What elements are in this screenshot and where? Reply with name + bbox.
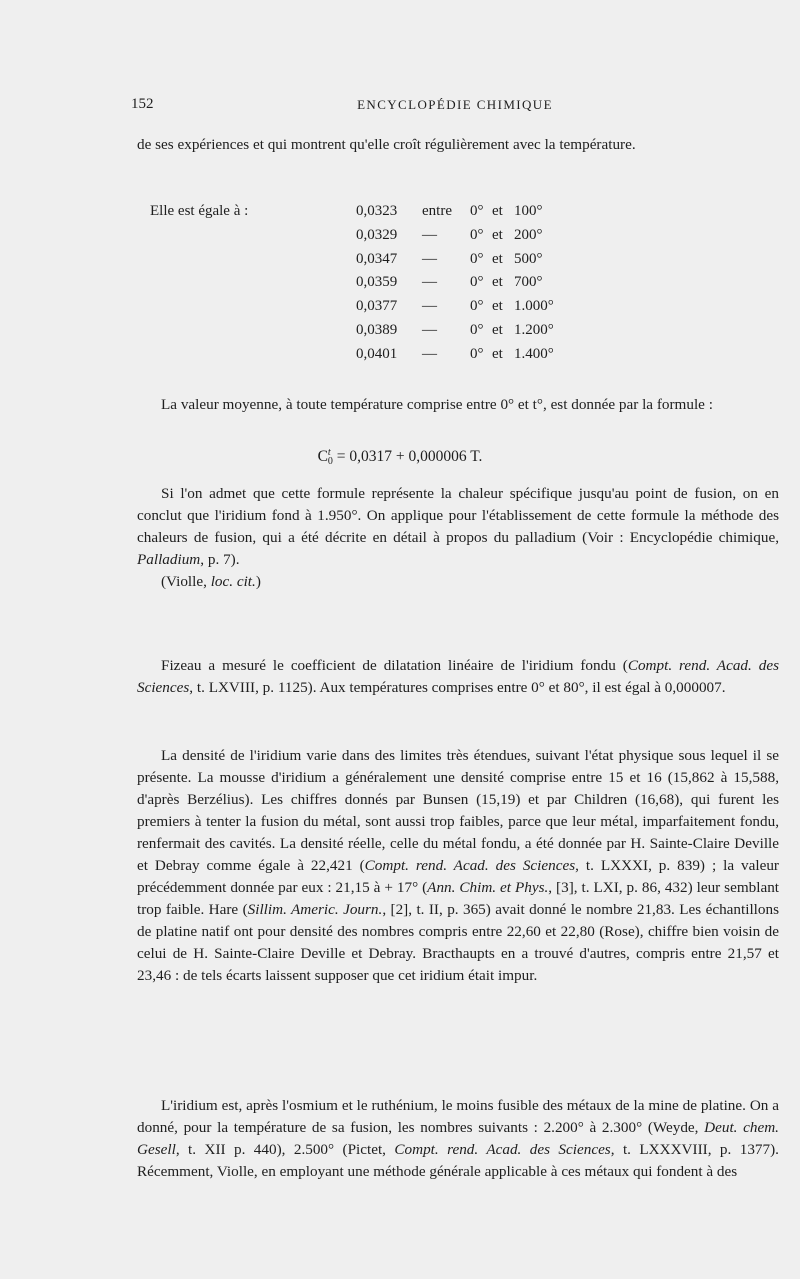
formula-subscript: 0 bbox=[327, 456, 333, 468]
density-ref-2: Ann. Chim. et Phys. bbox=[427, 879, 549, 896]
dilatation-paragraph bbox=[137, 655, 779, 699]
formula-superscript: t bbox=[327, 447, 331, 459]
cite-post: ) bbox=[255, 573, 261, 590]
row-from: 0° bbox=[470, 345, 484, 362]
table-label: Elle est égale à : bbox=[150, 203, 249, 219]
formula-symbol: C bbox=[317, 448, 328, 465]
running-title: ENCYCLOPÉDIE CHIMIQUE bbox=[357, 97, 553, 112]
row-from: 0° bbox=[470, 322, 484, 338]
fusibility-c: , t. LXXXVIII, p. 1377). Récemment, Violle, en employant une méthode générale applicable à ces métaux qui fondent à des bbox=[137, 1141, 779, 1180]
row-mid: — bbox=[422, 274, 437, 291]
fusibility-a: L'iridium est, après l'osmium et le ruthénium, le moins fusible des métaux de la mine de platine. On a donné, pour la température de sa fusion, les nombres suivants : 2.200° à 2.300° (Weyde, bbox=[137, 1097, 779, 1136]
density-d: , [2], t. II, p. 365) avait donné le nombre 21,83. Les échantillons de platine natif ont pour densité des nombres compris entre 22,60 et 22,80 (Rose), chiffre bien voisin de celui de H. Sainte-Claire Deville et Debray. Bracthaupts en a trouvé d'autres, compris entre 21,57 et 23,46 : de tels écarts laissent supposer que cet iridium était impur. bbox=[137, 901, 779, 984]
row-mid: — bbox=[422, 226, 437, 243]
row-from: 0° bbox=[470, 298, 484, 315]
row-from: 0° bbox=[470, 203, 484, 219]
dilatation-text bbox=[137, 655, 779, 699]
fusibility-b: , t. XII p. 440), 2.500° (Pictet, bbox=[175, 1141, 395, 1158]
row-value: 0,0329 bbox=[356, 226, 398, 243]
row-mid: — bbox=[422, 298, 437, 315]
row-value: 0,0359 bbox=[356, 274, 398, 291]
intro-paragraph bbox=[137, 134, 779, 156]
row-to: 100° bbox=[514, 203, 543, 219]
density-text bbox=[137, 745, 779, 987]
row-to: 500° bbox=[514, 250, 543, 267]
row-value: 0,0389 bbox=[356, 322, 398, 338]
row-mid: entre bbox=[422, 203, 452, 219]
row-mid: — bbox=[422, 345, 437, 362]
formula-intro-text: La valeur moyenne, à toute température comprise entre 0° et t°, est donnée par la formule : bbox=[161, 396, 713, 413]
cite-italic: loc. cit. bbox=[210, 573, 256, 590]
row-value: 0,0377 bbox=[356, 298, 398, 315]
dilatation-ref: Compt. rend. Acad. des Sciences bbox=[137, 657, 779, 696]
intro-text: de ses expériences et qui montrent qu'elle croît régulièrement avec la température. bbox=[137, 136, 636, 153]
density-c: , [3], t. LXI, p. 86, 432) leur semblant trop faible. Hare ( bbox=[137, 879, 780, 918]
row-to: 1.000° bbox=[514, 298, 554, 315]
fusion-text bbox=[137, 483, 779, 571]
fusibility-ref-2: Compt. rend. Acad. des Sciences bbox=[394, 1141, 611, 1158]
density-paragraph bbox=[137, 745, 779, 987]
dilatation-a: Fizeau a mesuré le coefficient de dilatation linéaire de l'iridium fondu ( bbox=[161, 657, 628, 674]
fusion-main: Si l'on admet que cette formule représente la chaleur spécifique jusqu'au point de fusion, on en conclut que l'iridium fond à 1.950°. On applique pour l'établissement de cette formule la méthode des chaleurs de fusion, qui a été décrite en détail à propos du palladium (Voir : Encyclopédie chimique, bbox=[137, 485, 779, 546]
row-to: 1.400° bbox=[514, 345, 554, 362]
violle-citation bbox=[137, 571, 779, 593]
row-conj: et bbox=[492, 274, 503, 291]
formula-intro-paragraph bbox=[137, 394, 779, 416]
density-ref-3: Sillim. Americ. Journ. bbox=[247, 901, 383, 918]
row-from: 0° bbox=[470, 226, 484, 243]
row-conj: et bbox=[492, 203, 503, 219]
row-value: 0,0347 bbox=[356, 250, 398, 267]
specific-heat-formula bbox=[0, 448, 800, 466]
fusibility-paragraph bbox=[137, 1095, 779, 1183]
palladium-ref: Palladium bbox=[137, 551, 201, 568]
density-a: La densité de l'iridium varie dans des limites très étendues, suivant l'état physique sous lequel il se présente. La mousse d'iridium a généralement une densité comprise entre 15 et 16 (15,862 à 15,588, d'après Berzélius). Les chiffres donnés par Bunsen (15,19) et par Children (16,68), qui furent les premiers à tenter la fusion du métal, sont aussi trop faibles, parce que leur métal, imparfaitement fondu, renfermait des cavités. La densité réelle, celle du métal fondu, a été donnée par H. Sainte-Claire Deville et Debray comme égale à 22,421 ( bbox=[137, 747, 779, 874]
row-conj: et bbox=[492, 322, 503, 338]
page-header bbox=[131, 96, 779, 118]
row-value: 0,0323 bbox=[356, 203, 398, 219]
fusion-tail: , p. 7). bbox=[200, 551, 240, 568]
row-from: 0° bbox=[470, 274, 484, 291]
density-ref-1: Compt. rend. Acad. des Sciences bbox=[364, 857, 576, 874]
row-conj: et bbox=[492, 345, 503, 362]
row-value: 0,0401 bbox=[356, 345, 398, 362]
row-conj: et bbox=[492, 250, 503, 267]
row-to: 700° bbox=[514, 274, 543, 291]
row-conj: et bbox=[492, 298, 503, 315]
row-to: 200° bbox=[514, 226, 543, 243]
page-number: 152 bbox=[131, 96, 154, 112]
fusibility-text bbox=[137, 1095, 779, 1183]
fusion-paragraph bbox=[137, 483, 779, 593]
row-mid: — bbox=[422, 250, 437, 267]
dilatation-b: , t. LXVIII, p. 1125). Aux températures comprises entre 0° et 80°, il est égal à 0,000007. bbox=[189, 679, 726, 696]
row-conj: et bbox=[492, 226, 503, 243]
row-to: 1.200° bbox=[514, 322, 554, 338]
row-from: 0° bbox=[470, 250, 484, 267]
cite-pre: (Violle, bbox=[161, 573, 211, 590]
formula-expression: = 0,0317 + 0,000006 T. bbox=[332, 448, 483, 465]
density-b: , t. LXXXI, p. 839) ; la valeur précédemment donnée par eux : 21,15 à + 17° ( bbox=[137, 857, 779, 896]
fusibility-ref-1: Deut. chem. Gesell bbox=[137, 1119, 779, 1158]
row-mid: — bbox=[422, 322, 437, 338]
